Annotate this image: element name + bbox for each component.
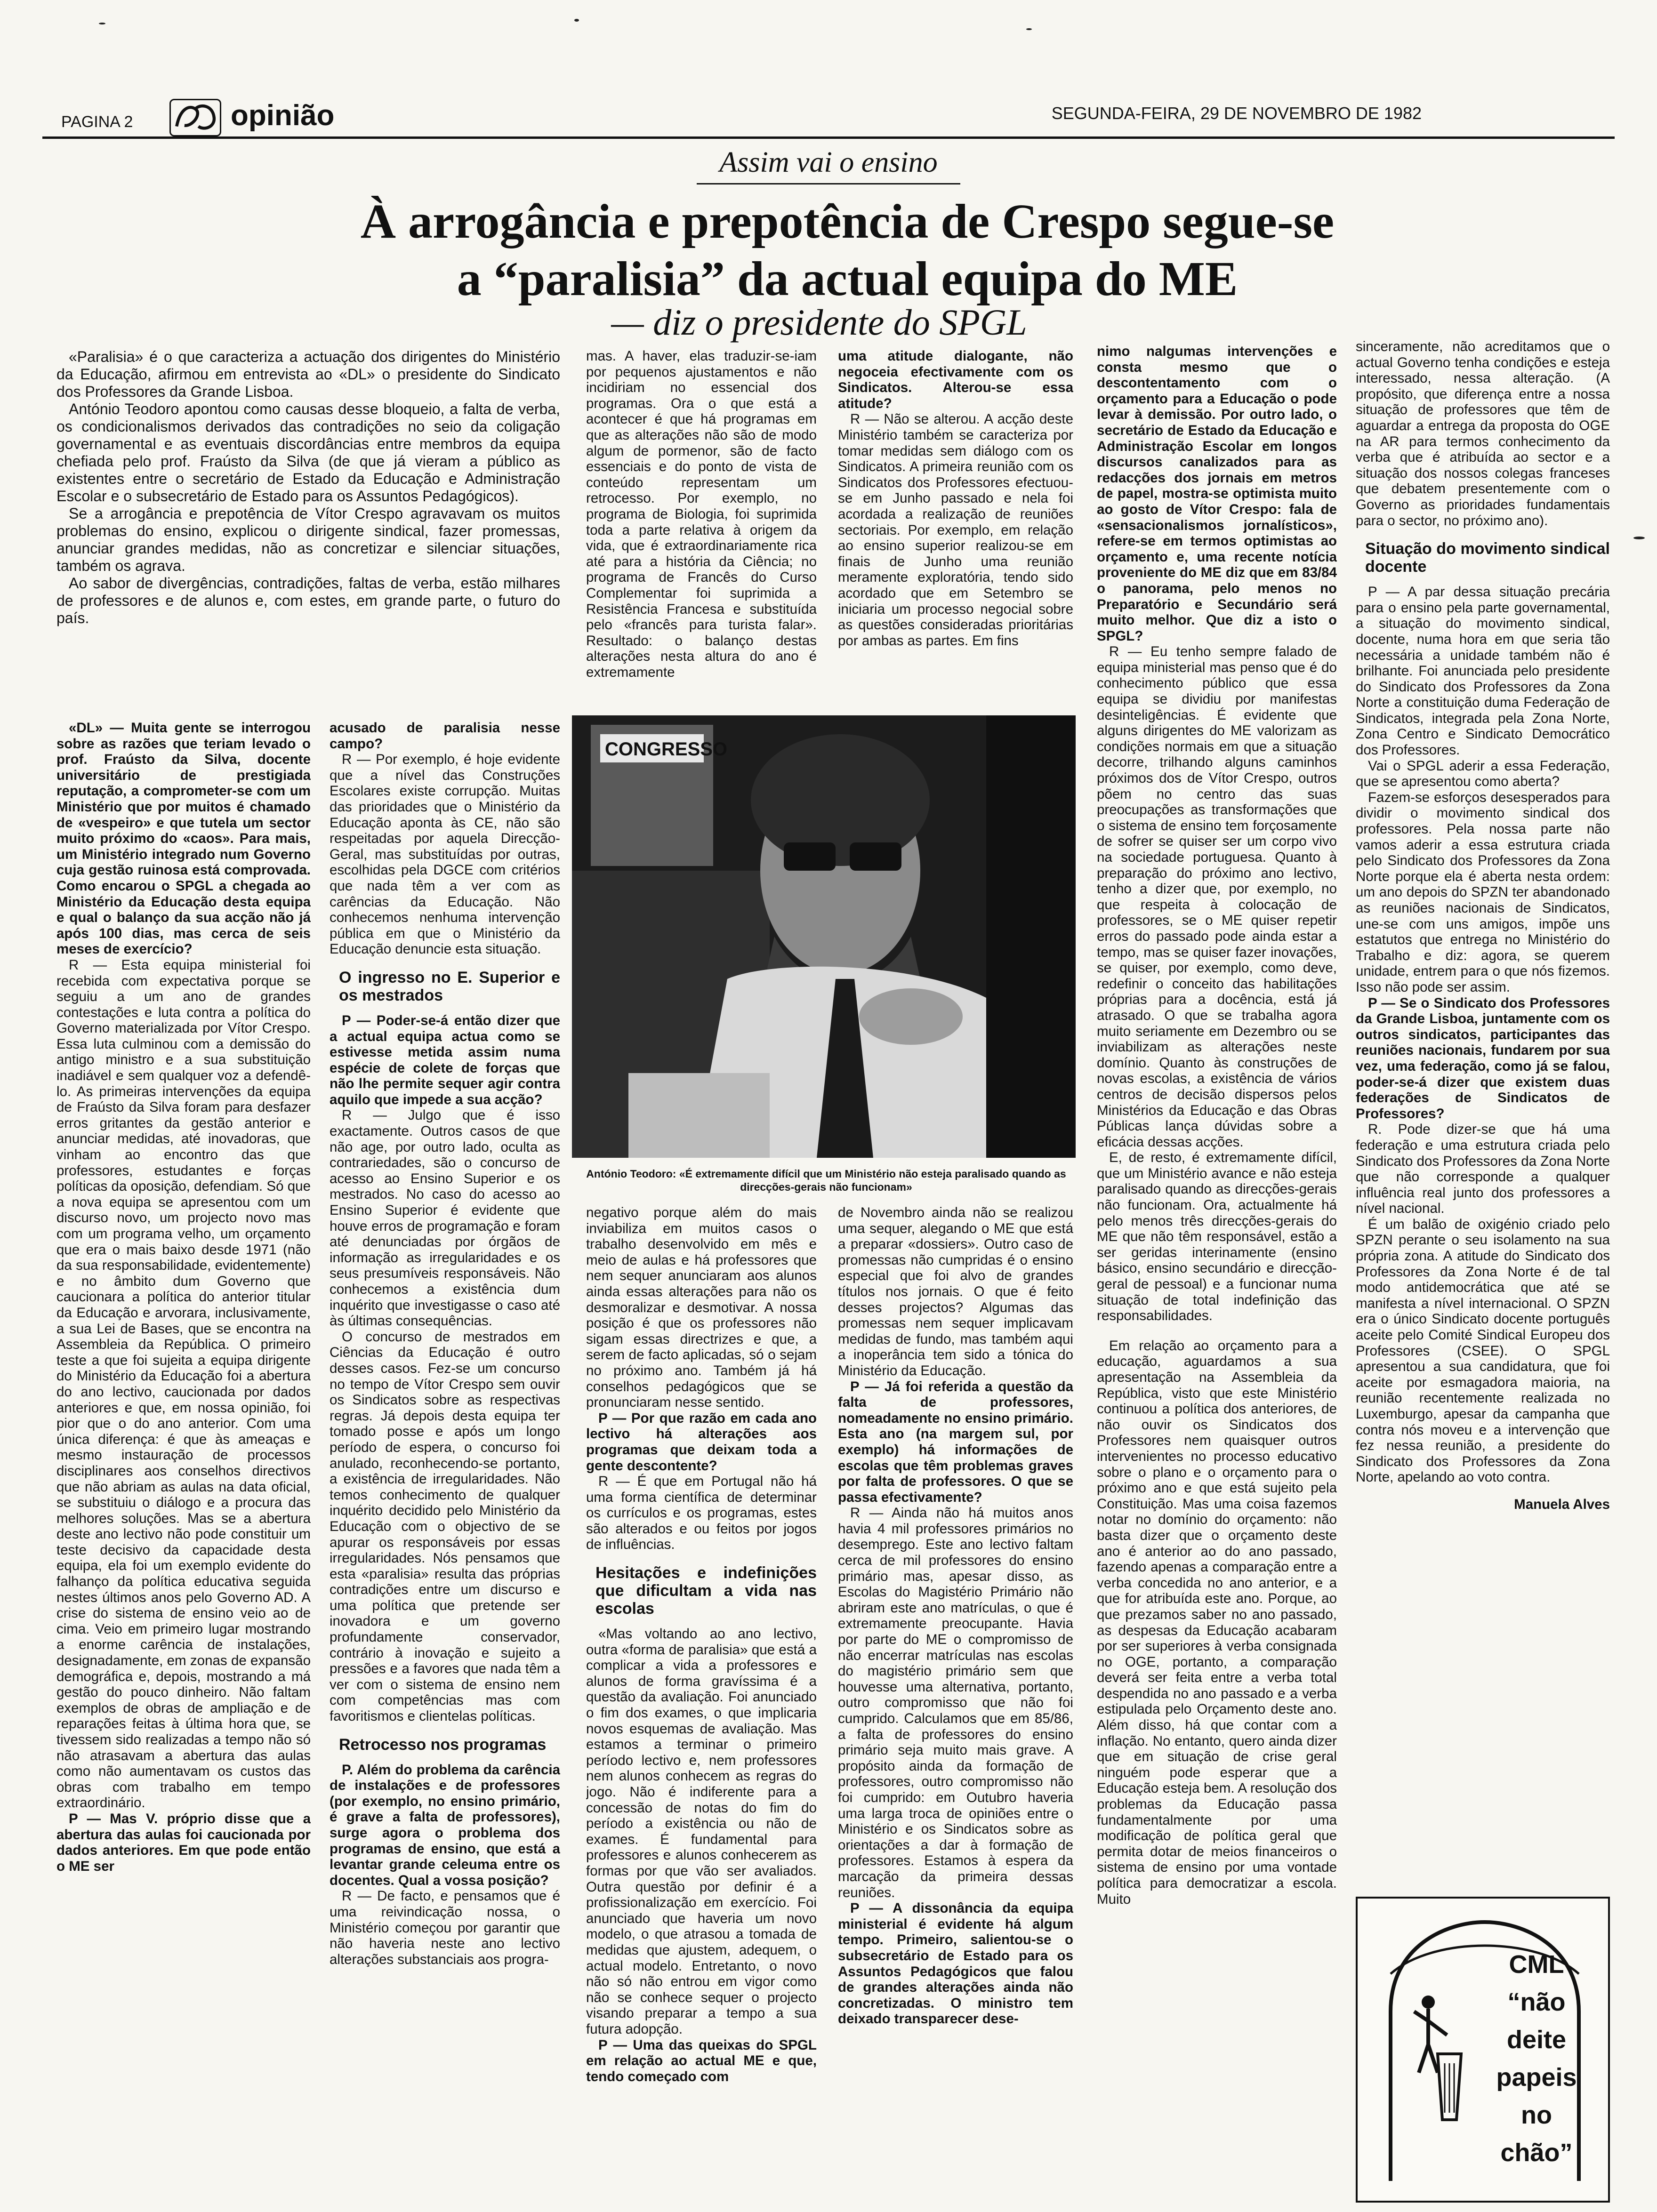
article-kicker: Assim vai o ensino (697, 146, 960, 184)
question-paragraph: P — A par dessa situação precária para o ensino pela parte governamental, a situação do movimento sindical, docente, numa hora em que seria tão necessária a unidade também não é brilhante. Foi anunciada pelo presidente do Sindicato dos Professores da Zona Norte a constituição duma Federação de Sindicatos, integrada pela Zona Norte, Zona Centro e Sindicato Democrático dos Professores. (1356, 584, 1610, 758)
scan-speck (1633, 537, 1645, 539)
column-1 (56, 720, 311, 2198)
page-number: PAGINA 2 (61, 113, 133, 131)
question-paragraph: P — Uma das queixas do SPGL em relação ao actual ME e que, tendo começado com (586, 2037, 817, 2084)
answer-paragraph: R — Por exemplo, é hoje evidente que a nível das Construções Escolares existe corrupção. Muitas das prioridades que o Ministério da Educação aponta às CE, não são respeitadas por aquela Direcção-Geral, mas substituídas por outras, escolhidas pela DGCE com critérios que nada têm a ver com as carências da Educação. Não conhecemos nenhuma intervenção pública em que o Ministério da Educação denuncie esta situação. (330, 752, 560, 957)
ad-line: papeis (1496, 2063, 1577, 2092)
page-header (42, 94, 1615, 132)
question-paragraph: P — Se o Sindicato dos Professores da Grande Lisboa, juntamente com os outros sindicatos, participantes das reuniões nacionais, fundarem por sua vez, uma federação, como já se falou, poder-se-á dizer que existem duas federações de Sindicatos de Professores? (1356, 995, 1610, 1122)
answer-paragraph: Fazem-se esforços desesperados para dividir o movimento sindical dos professores. Pela nossa parte não vamos aderir a essa estrutura criada pelo Sindicato dos Professores da Zona Norte porque ela é aberta nesta ordem: um ano depois do SPZN ter abandonado as reuniões nacionais de Sindicatos, une-se com uns amigos, impõe uns estatutos que entrega no Ministério do Trabalho e diz: agora, se querem unidade, entrem para o que nós fizemos. Isso não pode ser assim. (1356, 789, 1610, 995)
question-paragraph: acusado de paralisia nesse campo? (330, 720, 560, 752)
article-headline (282, 193, 1412, 308)
answer-paragraph: R — Julgo que é isso exactamente. Outros casos de que não age, por outro lado, oculta as contrariedades, são o concurso de acesso ao Ensino Superior e os mestrados. No caso do acesso ao Ensino Superior é evidente que houve erros de programação e foram até denunciadas por órgãos de informação as irregularidades e os seus presumíveis responsáveis. Não conhecemos a existência dum inquérito que investigasse o caso até às últimas consequências. (330, 1107, 560, 1329)
subheading: Retrocesso nos programas (339, 1735, 547, 1754)
answer-paragraph: «Mas voltando ao ano lectivo, outra «forma de paralisia» que está a complicar a vida a professores e alunos de forma gravíssima é a questão da avaliação. Foi anunciado o fim dos exames, o que implicaria novos esquemas de avaliação. Mas estamos a terminar o primeiro período lectivo e, nem professores nem alunos conhecem as regras do jogo. Não é indiferente para a concessão de notas do fim do período a existência ou não de exames. É fundamental para professores e alunos conhecerem as formas por que vão ser avaliados. Outra questão por definir é a profissionalização em exercício. Foi anunciado que haveria um novo modelo, o que atrasou a tomada de medidas que ajustem, adequem, o actual modelo. Entretanto, o novo não só não entrou em vigor como não se conhece sequer o projecto visando preparar a tempo a sua futura adopção. (586, 1626, 817, 2037)
trash-bin-icon (1391, 1983, 1466, 2124)
question-paragraph: uma atitude dialogante, não negoceia efectivamente com os Sindicatos. Alterou-se essa atitude? (838, 348, 1073, 411)
section-name: opinião (231, 99, 335, 132)
answer-paragraph: R — Não se alterou. A acção deste Ministério também se caracteriza por tomar medidas sem diálogo com os Sindicatos. A primeira reunião com os Sindicatos dos Professores efectuou-se em Junho passado e nela foi acordada a realização de reuniões sectoriais. Por exemplo, em relação ao ensino superior realizou-se em finais de Junho uma reunião meramente exploratória, tendo sido acordado que em Setembro se iniciaria um processo negocial sobre as questões consideradas prioritárias por ambas as partes. Em fins (838, 411, 1073, 649)
scan-speck (1026, 28, 1032, 30)
question-paragraph: nimo nalgumas intervenções e consta mesmo que o descontentamento com o orçamento para a Educação o pode levar à demissão. Por outro lado, o secretário de Estado da Educação e Administração Escolar em longos discursos canalizados para as redacções dos jornais em metros de papel, mostra-se optimista muito ao gosto de Vítor Crespo: fala de «sensacionalismos jornalísticos», refere-se em termos optimistas ao orçamento e, uma recente notícia proveniente do ME diz que em 83/84 o panorama, pelo menos no Preparatório e Secundário será muito melhor. Que diz a isto o SPGL? (1097, 344, 1337, 644)
answer-paragraph: mas. A haver, elas traduzir-se-iam por pequenos ajustamentos e não incidiriam no essencial dos programas. Ora o que está a acontecer é que há programas em que as alterações não são de modo algum de pormenor, são de facto essenciais e do ponto de vista de conteúdo representam um retrocesso. Por exemplo, no programa de Biologia, foi suprimida toda a parte relativa à origem da vida, que é extraordinariamente rica até para a história da Ciência; no programa de Francês do Curso Complementar foi suprimida a Resistência Francesa e substituída pelo «francês para turista falar». Resultado: o balanço destas alterações nesta altura do ano é extremamente (586, 348, 817, 680)
header-rule (42, 136, 1615, 139)
photo-caption: António Teodoro: «É extremamente difícil que um Ministério não esteja paralisado quando as direcções-gerais não funcionam» (586, 1168, 1066, 1193)
ad-line: deite (1506, 2026, 1567, 2054)
column-3-top (586, 348, 817, 706)
ad-line: chão” (1500, 2139, 1573, 2167)
answer-paragraph: R — Ainda não há muitos anos havia 4 mil professores primários no desemprego. Este ano lectivo faltam cerca de mil professores do ensino primário mas, apesar disso, as Escolas do Magistério Primário não abriram este ano matrículas, o que é extremamente preocupante. Havia por parte do ME o compromisso de não encerrar matrículas nas escolas do magistério primário sem que houvesse uma alternativa, portanto, outro compromisso que não foi cumprido. Calculamos que em 85/86, a falta de professores do ensino primário seja muito mais grave. A propósito ainda da formação de professores, outro compromisso não foi cumprido: em Outubro haveria uma larga troca de opiniões entre o Ministério e os Sindicatos sobre as orientações a dar à formação de professores. Estamos à espera da marcação da primeira dessas reuniões. (838, 1505, 1073, 1900)
ad-line: no (1521, 2101, 1552, 2129)
question-paragraph: P — Poder-se-á então dizer que a actual equipa actua como se estivesse metida assim numa espécie de colete de forças que não lhe permite sequer agir contra aquilo que impede a sua acção? (330, 1012, 560, 1107)
question-paragraph: P — A dissonância da equipa ministerial é evidente há algum tempo. Primeiro, salientou-se o subsecretário de Estado para os Assuntos Pedagógicos que falou de grandes alterações ainda não concretizadas. O ministro tem deixado transparecer dese- (838, 1900, 1073, 2027)
interview-photo (572, 715, 1076, 1158)
ad-line: CML (1509, 1950, 1564, 1979)
column-6 (1356, 339, 1610, 1887)
newspaper-logo-icon (169, 99, 221, 136)
answer-paragraph: R — De facto, e pensamos que é uma reivindicação nossa, o Ministério começou por garantir que não haveria neste ano lectivo alterações substanciais aos progra- (330, 1888, 560, 1967)
answer-paragraph: sinceramente, não acreditamos que o actual Governo tenha condições e esteja interessado, nessa alteração. (A propósito, que diferença entre a nossa situação de professores que têm de aguardar a entrega da proposta do OGE na AR para termos conhecimento da verba que é atribuída ao sector e a situação dos nossos colegas franceses que debatem presentemente com o Governo as prioridades fundamentais para o sector, no próximo ano). (1356, 339, 1610, 529)
ad-text (1480, 1946, 1593, 2172)
issue-date: SEGUNDA-FEIRA, 29 DE NOVEMBRO DE 1982 (1051, 104, 1422, 123)
column-2 (330, 720, 560, 2198)
question-paragraph: «DL» — Muita gente se interrogou sobre as razões que teriam levado o prof. Fraústo da Silva, docente universitário de prestigiada reputação, a comprometer-se com um Ministério que por muitos é chamado de «vespeiro» e que tutela um sector muito próximo do «caos». Para mais, um Ministério integrado num Governo cuja gestão ruinosa está comprovada. Como encarou o SPGL a chegada ao Ministério da Educação desta equipa e qual o balanço da sua acção não já após 100 dias, mas cerca de seis meses de exercício? (56, 720, 311, 957)
scan-speck (99, 23, 105, 24)
answer-paragraph: O concurso de mestrados em Ciências da Educação é outro desses casos. Fez-se um concurso no tempo de Vítor Crespo sem ouvir os Sindicatos sobre as respectivas regras. Já depois desta equipa ter tomado posse e após um longo período de espera, o concurso foi anulado, reconhecendo-se portanto, a existência de irregularidades. Não temos conhecimento de qualquer inquérito decidido pelo Ministério da Educação com o objectivo de se apurar os responsáveis por essas irregularidades. Nós pensamos que esta «paralisia» resulta das próprias contradições entre um discurso e uma política que pretende ser inovadora e um governo profundamente conservador, contrário à inovação e sujeito a pressões e a favores que nada têm a ver com o sistema de ensino nem com competências mas com favoritismos e clientelas políticas. (330, 1329, 560, 1724)
question-paragraph: Vai o SPGL aderir a essa Federação, que se apresentou como aberta? (1356, 758, 1610, 790)
question-paragraph: P — Por que razão em cada ano lectivo há alterações aos programas que deixam toda a gente descontente? (586, 1410, 817, 1474)
article-subhead: — diz o presidente do SPGL (611, 302, 1027, 343)
column-3-bottom (586, 1205, 817, 2198)
question-paragraph: P — Já foi referida a questão da falta de professores, nomeadamente no ensino primário. Esta ano (na margem sul, por exemplo) há informações de escolas que têm problemas graves por falta de professores. O que se passa efectivamente? (838, 1378, 1073, 1505)
photo-sign-text: CONGRESSO (605, 739, 728, 760)
subheading: Hesitações e indefinições que dificultam a vida nas escolas (595, 1564, 817, 1618)
author-signature: Manuela Alves (1514, 1496, 1610, 1512)
answer-paragraph: negativo porque além do mais inviabiliza em muitos casos o trabalho desenvolvido em mês e meio de aulas e há professores que nem sequer anunciaram aos alunos ainda essas alterações para não os desmoralizar e desmotivar. A nossa posição é que os professores não sigam essas directrizes e que, a serem de facto aplicadas, só o sejam no próximo ano. Também já há conselhos pedagógicos que se pronunciaram nesse sentido. (586, 1205, 817, 1411)
answer-paragraph: Em relação ao orçamento para a educação, aguardamos a sua apresentação na Assembleia da República, visto que este Ministério continuou a política dos anteriores, de não ouvir os Sindicatos dos Professores nem quaisquer outros intervenientes no processo educativo sobre o plano e o orçamento para o próximo ano e que está sujeito pela Constituição. Mas uma coisa fazemos notar no domínio do orçamento: não basta dizer que o orçamento deste ano é anterior ao do ano passado, fazendo apenas a comparação entre a verba concedida no ano anterior, e a que for atribuída este ano. Porque, ao que prezamos saber no ano passado, as despesas da Educação acabaram por ser superiores à verba consignada no OGE, portanto, a comparação deverá ser feita entre a verba total despendida no ano passado e a verba estipulada pelo Orçamento deste ano. Além disso, há que contar com a inflação. No entanto, quero ainda dizer que em situação de crise geral ninguém pode esperar que a Educação esteja bem. A resolução dos problemas da Educação passa fundamentalmente por uma modificação de política geral que permita dotar de meios financeiros o sistema de ensino por uma vontade política para democratizar a escola. Muito (1097, 1338, 1337, 1907)
column-4-top (838, 348, 1073, 706)
column-5 (1097, 344, 1337, 2198)
answer-paragraph: É um balão de oxigénio criado pelo SPZN perante o seu isolamento na sua própria zona. A atitude do Sindicato dos Professores da Zona Norte é de tal modo antidemocrática que até se manifesta a nível internacional. O SPZN era o único Sindicato docente português aceite pelo Comité Sindical Europeu dos Professores (CSEE). O SPGL apresentou a sua candidatura, que foi aceite por esmagadora maioria, na reunião recentemente realizada no Luxemburgo, apesar da campanha que contra nós moveu e a intervenção que fez nessa reunião, a presidente do Sindicato dos Professores da Zona Norte, apelando ao voto contra. (1356, 1216, 1610, 1485)
headline-line-2: a “paralisia” da actual equipa do ME (457, 252, 1238, 306)
subheading: O ingresso no E. Superior e os mestrados (339, 968, 560, 1004)
scan-speck (574, 19, 579, 22)
answer-paragraph: R — Esta equipa ministerial foi recebida com expectativa porque se seguiu a um ano de grandes contestações e luta contra a política do Governo materializada por Vítor Crespo. Essa luta culminou com a demissão do antigo ministro e a sua substituição inadiável e sem qualquer voz a defendê-lo. As primeiras intervenções da equipa de Fraústo da Silva foram para desfazer erros gritantes da gestão anterior e anunciar medidas, até inovadoras, que vinham ao encontro das que professores, estudantes e forças políticas da oposição, defendiam. Só que a nova equipa se apresentou com um discurso novo, um projecto novo mas com um programa velho, um orçamento que era o mais baixo desde 1971 (não da sua responsabilidade, evidentemente) e no âmbito dum Governo que caucionara a política do anterior titular da Educação e arvorara, inclusivamente, a sua Lei de Bases, que se encontra na Assembleia da República. O primeiro teste a que foi sujeita a equipa dirigente do Ministério da Educação foi a abertura do ano lectivo, caucionada por dados anteriores e que, em nossa opinião, foi pior que o do ano anterior. Com uma única diferença: é que às ameaças e mesmo instauração de processos disciplinares aos conselhos directivos que não abriam as aulas na data oficial, se substituiu o diálogo e a procura das melhores soluções. Mas se a abertura deste ano lectivo não pode constituir um teste decisivo da capacidade desta equipa, ela foi um exemplo evidente do falhanço da política educativa seguida nestes últimos anos pelo Governo AD. A crise do sistema de ensino veio ao de cima. Veio em primeiro lugar mostrando a enorme carência de instalações, designadamente, em zonas de expansão demográfica e, depois, mostrando a má gestão do pouco dinheiro. Não faltam exemplos de obras de ampliação e de reparações feitas à última hora que, se tivessem sido realizadas a tempo não só não atrasavam a abertura das aulas como não aumentavam os custos das obras com trabalho em tempo extraordinário. (56, 957, 311, 1811)
intro-paragraph: «Paralisia» é o que caracteriza a actuação dos dirigentes do Ministério da Educação, afirmou em entrevista ao «DL» o presidente do Sindicato dos Professores da Grande Lisboa. (56, 348, 560, 400)
intro-paragraph: António Teodoro apontou como causas desse bloqueio, a falta de verba, os condicionalismos derivados das contradições no seio da coligação governamental e as eventuais discordâncias entre membros da equipa chefiada pelo prof. Fraústo da Silva (de que já vieram a público as existentes entre o secretário de Estado da Educação e Administração Escolar e o subsecretário de Estado para os Assuntos Pedagógicos). (56, 401, 560, 505)
subheading: Situação do movimento sindical docente (1365, 540, 1610, 576)
column-4-bottom (838, 1205, 1073, 2198)
answer-paragraph: R — É que em Portugal não há uma forma científica de determinar os currículos e os programas, estes são alterados e ou feitos por jogos de influências. (586, 1474, 817, 1553)
question-paragraph: P — Mas V. próprio disse que a abertura das aulas foi caucionada por dados anteriores. Em que pode então o ME ser (56, 1811, 311, 1874)
intro-paragraph: Ao sabor de divergências, contradições, faltas de verba, estão milhares de professores e de alunos e, com estes, em grande parte, o futuro do país. (56, 575, 560, 626)
cml-advertisement (1356, 1897, 1610, 2203)
answer-paragraph: R. Pode dizer-se que há uma federação e uma estrutura criada pelo Sindicato dos Professores da Zona Norte que não corresponde a qualquer influência real junto dos professores a nível nacional. (1356, 1122, 1610, 1217)
article-intro (56, 348, 560, 706)
ad-line: “não (1507, 1988, 1566, 2016)
intro-paragraph: Se a arrogância e prepotência de Vítor Crespo agravavam os muitos problemas do ensino, explicou o dirigente sindical, fazer promessas, anunciar grandes medidas, não as concretizar e silenciar situações, também os agrava. (56, 505, 560, 574)
answer-paragraph: R — Eu tenho sempre falado de equipa ministerial mas penso que é do conhecimento público que essa equipa se dividiu por manifestas desinteligências. É evidente que alguns dirigentes do ME valorizam as condições normais em que a situação decorre, trilhando alguns caminhos próximos dos de Vítor Crespo, outros põem no centro das suas preocupações as transformações que o sistema de ensino tem forçosamente de sofrer se quiser ser um corpo vivo na sociedade portuguesa. Quanto à preparação do próximo ano lectivo, tenho a dizer que, por exemplo, no que respeita à colocação de professores, se o ME quiser repetir erros do passado pode ainda estar a tempo, mas se quiser fazer inovações, se quiser, por exemplo, como deve, redefinir o conceito das habilitações próprias para a docência, está já atrasado. O que se trabalha agora muito seriamente em Dezembro ou se inviabilizam as alterações neste domínio. Quanto às construções de novas escolas, a existência de vários centros de decisão dispersos pelos Ministérios da Educação e das Obras Públicas lança dúvidas sobre a eficácia dessas acções. (1097, 644, 1337, 1150)
question-paragraph: P. Além do problema da carência de instalações e de professores (por exemplo, no ensino primário, é grave a falta de professores), surge agora o problema dos programas de ensino, que está a levantar grande celeuma entre os docentes. Qual a vossa posição? (330, 1762, 560, 1888)
answer-paragraph: E, de resto, é extremamente difícil, que um Ministério avance e não esteja paralisado quando as direcções-gerais não funcionam. Ora, actualmente há pelo menos três direcções-gerais do ME que não têm responsável, estão a ser geridas interinamente (ensino básico, ensino secundário e direcção-geral de pessoal) e a funcionar numa situação de total indefinição das responsabilidades. (1097, 1150, 1337, 1324)
headline-line-1: À arrogância e prepotência de Crespo segue-se (360, 194, 1335, 248)
answer-paragraph: de Novembro ainda não se realizou uma sequer, alegando o ME que está a preparar «dossiers». Outro caso de promessas não cumpridas é o ensino especial que foi alvo de grandes títulos nos jornais. O que é feito desses projectos? Algumas das promessas nem sequer implicavam medidas de fundo, mas também aqui a inoperância tem sido a tónica do Ministério da Educação. (838, 1205, 1073, 1378)
